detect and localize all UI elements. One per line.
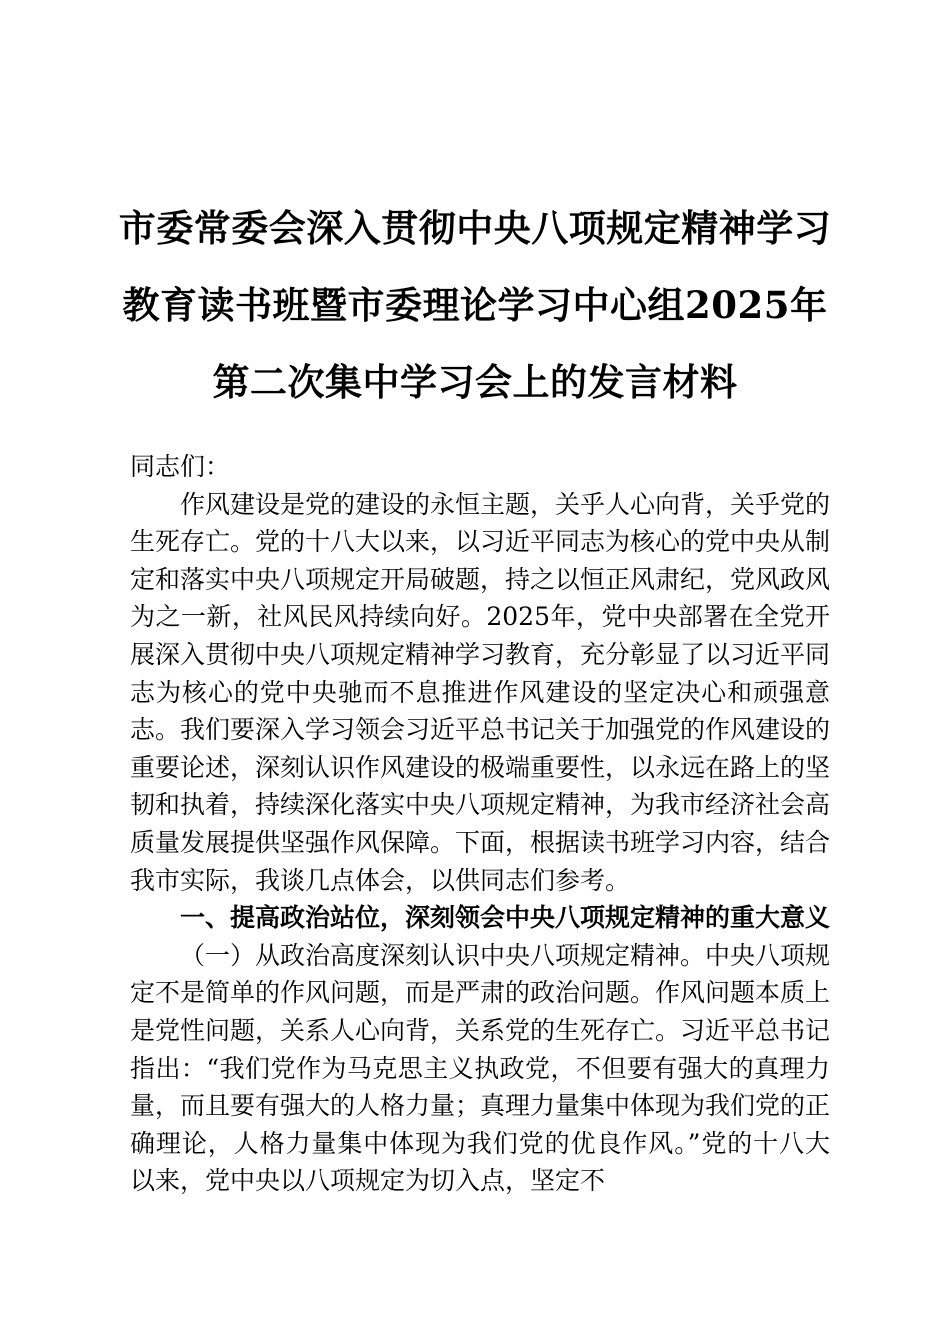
document-body <box>130 448 830 1200</box>
subsection-paragraph: （一）从政治高度深刻认识中央八项规定精神。中央八项规定不是简单的作风问题，而是严肃的政治问题。作风问题本质上是党性问题，关系人心向背，关系党的生死存亡。习近平总书记指出：“我们党作为马克思主义执政党，不但要有强大的真理力量，而且要有强大的人格力量；真理力量集中体现为我们党的正确理论，人格力量集中体现为我们党的优良作风。”党的十八大以来，党中央以八项规定为切入点，坚定不 <box>130 940 831 1196</box>
body-paragraph: 作风建设是党的建设的永恒主题，关乎人心向背，关乎党的生死存亡。党的十八大以来，以习近平同志为核心的党中央从制定和落实中央八项规定开局破题，持之以恒正风肃纪，党风政风为之一新，社风民风持续向好。2025年，党中央部署在全党开展深入贯彻中央八项规定精神学习教育，充分彰显了以习近平同志为核心的党中央驰而不息推进作风建设的坚定决心和顽强意志。我们要深入学习领会习近平总书记关于加强党的作风建设的重要论述，深刻认识作风建设的极端重要性，以永远在路上的坚韧和执着，持续深化落实中央八项规定精神，为我市经济社会高质量发展提供坚强作风保障。下面，根据读书班学习内容，结合我市实际，我谈几点体会，以供同志们参考。 <box>130 489 831 895</box>
section-heading: 一、提高政治站位，深刻领会中央八项规定精神的重大意义 <box>180 903 831 933</box>
document-title: 市委常委会深入贯彻中央八项规定精神学习教育读书班暨市委理论学习中心组2025年第二次集中学习会上的发言材料 <box>118 206 832 404</box>
salutation: 同志们： <box>130 452 231 481</box>
